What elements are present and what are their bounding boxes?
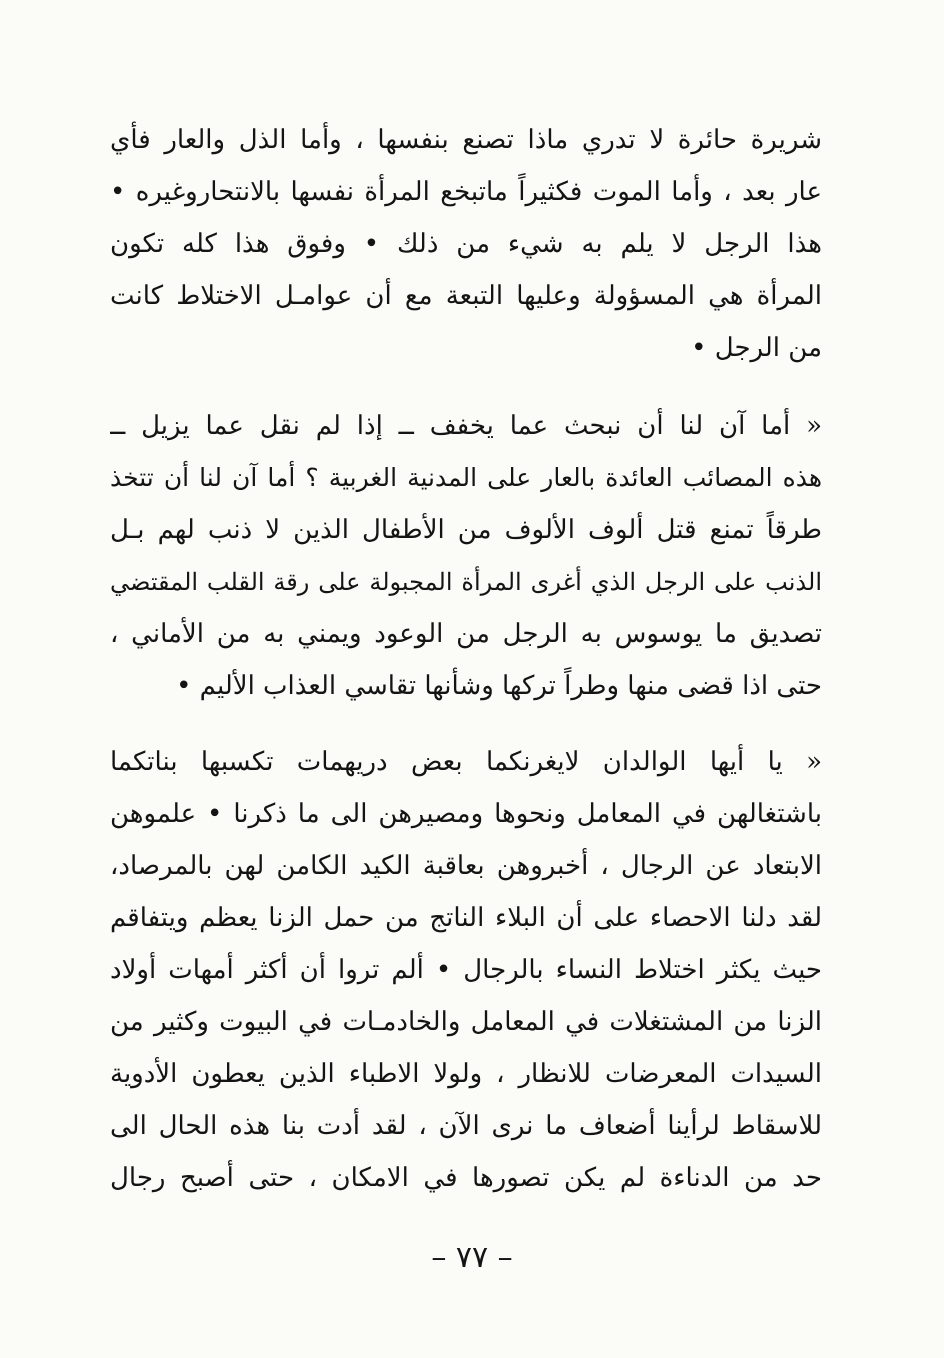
text-line: لقد دلنا الاحصاء على أن البلاء الناتج من حمل الزنا يعظم ويتفاقم <box>110 903 822 933</box>
page-number: – ٧٧ – <box>431 1240 513 1275</box>
text-line: « يا أيها الوالدان لايغرنكما بعض دريهمات تكسبها بناتكما <box>110 747 822 777</box>
text-line: للاسقاط لرأينا أضعاف ما نرى الآن ، لقد أدت بنا هذه الحال الى <box>110 1111 822 1141</box>
text-line: باشتغالهن في المعامل ونحوها ومصيرهن الى ما ذكرنا • علموهن <box>110 799 822 829</box>
text-line: حد من الدناءة لم يكن تصورها في الامكان ، حتى أصبح رجال <box>110 1163 822 1193</box>
text-line: تصديق ما يوسوس به الرجل من الوعود ويمني به من الأماني ، <box>110 619 822 649</box>
text-line: حتى اذا قضى منها وطراً تركها وشأنها تقاسي العذاب الأليم • <box>176 671 822 701</box>
text-line: الذنب على الرجل الذي أغرى المرأة المجبولة على رقة القلب المقتضي <box>110 568 822 596</box>
text-line: عار بعد ، وأما الموت فكثيراً ماتبخع المرأة نفسها بالانتحاروغيره • <box>110 177 822 207</box>
text-line: شريرة حائرة لا تدري ماذا تصنع بنفسها ، وأما الذل والعار فأي <box>110 125 822 155</box>
text-line: حيث يكثر اختلاط النساء بالرجال • ألم تروا أن أكثر أمهات أولاد <box>110 955 822 985</box>
text-line: طرقاً تمنع قتل ألوف الألوف من الأطفال الذين لا ذنب لهم بـل <box>110 515 822 545</box>
text-line: من الرجل • <box>691 333 822 363</box>
text-line: هذا الرجل لا يلم به شيء من ذلك • وفوق هذا كله تكون <box>110 229 822 259</box>
paragraph-2 <box>110 400 822 712</box>
text-line: هذه المصائب العائدة بالعار على المدنية الغربية ؟ أما آن لنا أن تتخذ <box>110 463 822 492</box>
text-line: الابتعاد عن الرجال ، أخبروهن بعاقبة الكيد الكامن لهن بالمرصاد، <box>110 851 822 881</box>
text-line: « أما آن لنا أن نبحث عما يخفف ــ إذا لم نقل عما يزيل ــ <box>110 411 822 441</box>
paragraph-1 <box>110 114 822 374</box>
text-line: الزنا من المشتغلات في المعامل والخادمـات في البيوت وكثير من <box>110 1007 822 1037</box>
text-line: المرأة هي المسؤولة وعليها التبعة مع أن عوامـل الاختلاط كانت <box>110 281 822 311</box>
paragraph-3 <box>110 736 822 1204</box>
text-line: السيدات المعرضات للانظار ، ولولا الاطباء الذين يعطون الأدوية <box>110 1059 822 1089</box>
